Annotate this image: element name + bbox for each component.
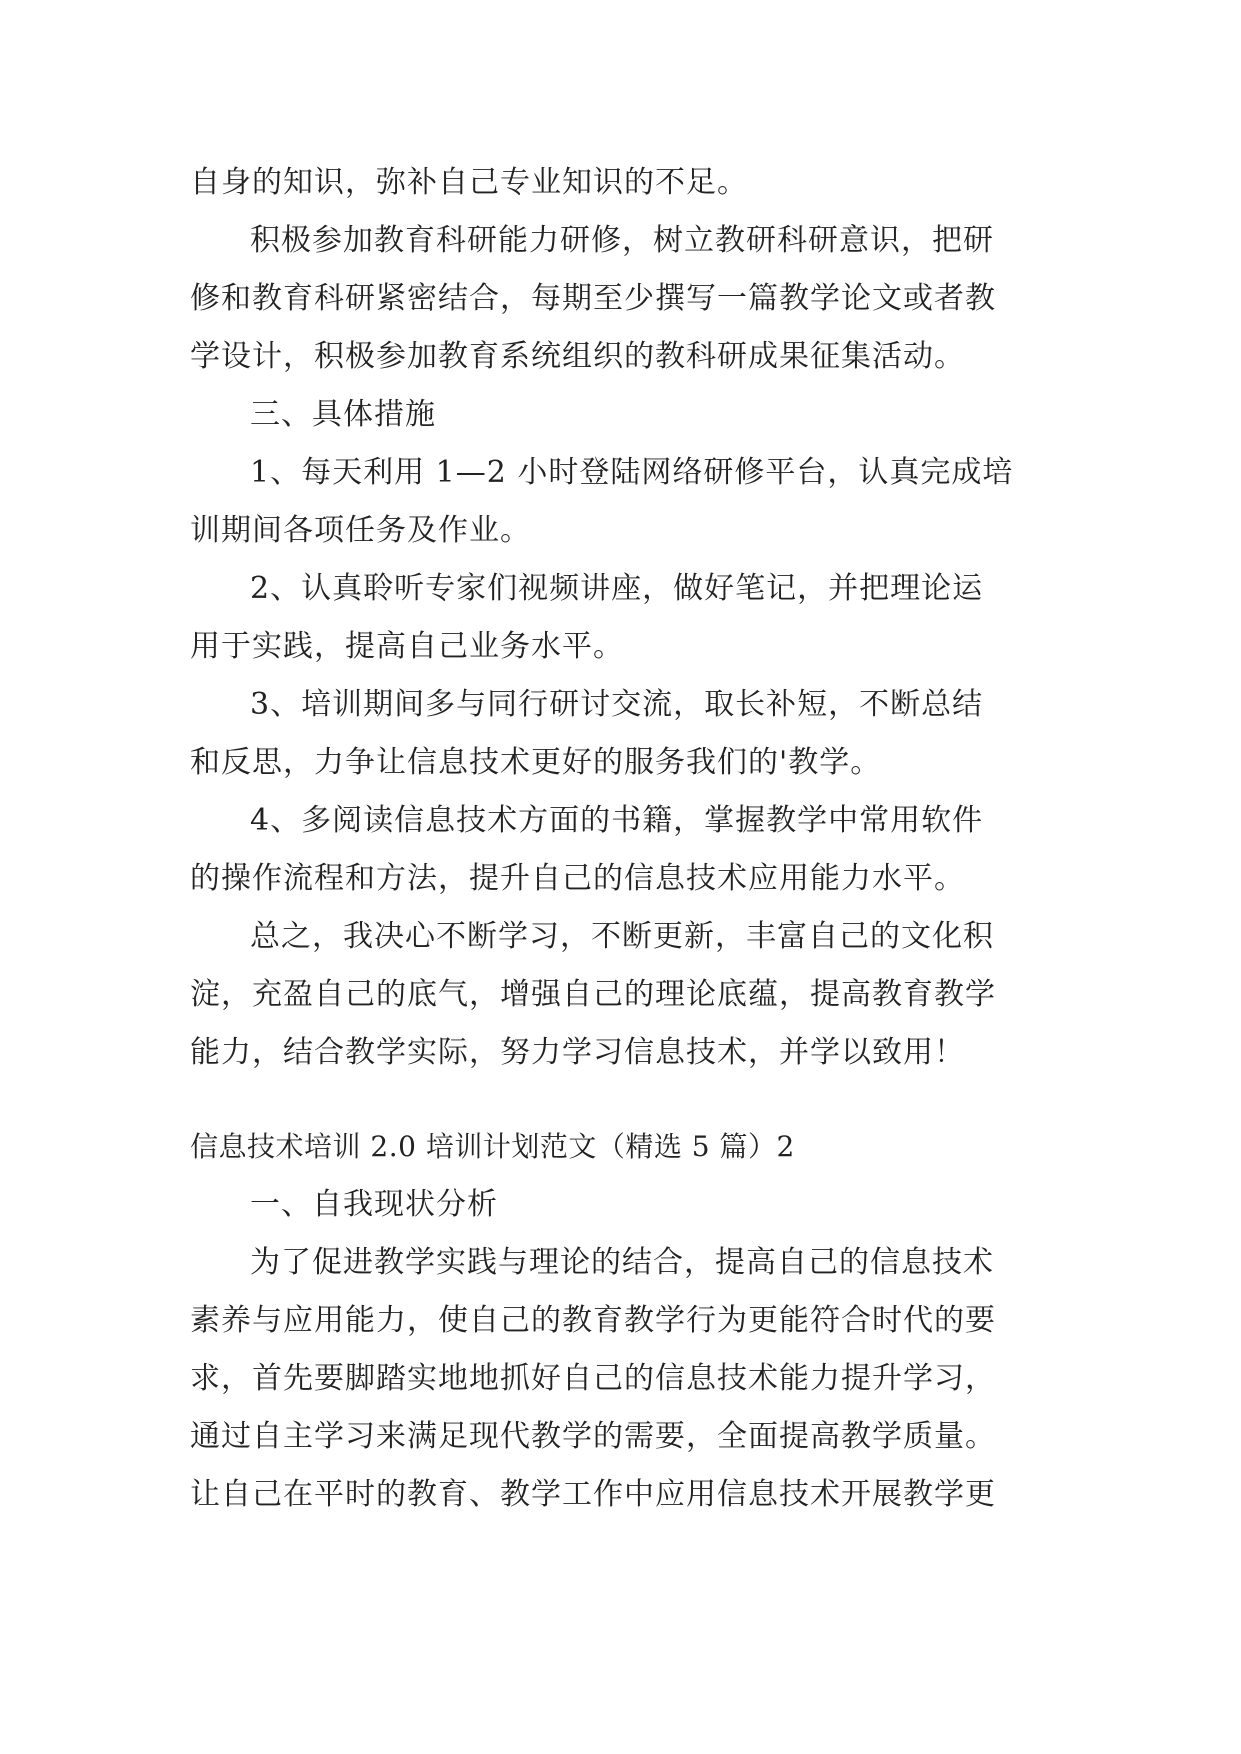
paragraph-line: 训期间各项任务及作业。 — [190, 513, 531, 548]
section-heading: 一、自我现状分析 — [250, 1187, 498, 1222]
paragraph-line: 1、每天利用 1—2 小时登陆网络研修平台，认真完成培 — [250, 455, 1014, 490]
paragraph-line: 自身的知识，弥补自己专业知识的不足。 — [190, 165, 748, 200]
paragraph-line: 通过自主学习来满足现代教学的需要，全面提高教学质量。 — [190, 1419, 996, 1454]
paragraph-line: 淀，充盈自己的底气，增强自己的理论底蕴，提高教育教学 — [190, 977, 996, 1012]
paragraph-line: 4、多阅读信息技术方面的书籍，掌握教学中常用软件 — [250, 803, 984, 838]
paragraph-line: 修和教育科研紧密结合，每期至少撰写一篇教学论文或者教 — [190, 281, 996, 316]
paragraph-line: 用于实践，提高自己业务水平。 — [190, 629, 624, 664]
paragraph-line: 和反思，力争让信息技术更好的服务我们的'教学。 — [190, 745, 882, 780]
paragraph-line: 让自己在平时的教育、教学工作中应用信息技术开展教学更 — [190, 1477, 996, 1512]
paragraph-line: 为了促进教学实践与理论的结合，提高自己的信息技术 — [250, 1245, 994, 1280]
paragraph-line: 求，首先要脚踏实地地抓好自己的信息技术能力提升学习， — [190, 1361, 996, 1396]
document-title: 信息技术培训 2.0 培训计划范文（精选 5 篇）2 — [190, 1130, 795, 1163]
paragraph-line: 3、培训期间多与同行研讨交流，取长补短，不断总结 — [250, 687, 984, 722]
section-heading: 三、具体措施 — [250, 397, 436, 432]
paragraph-line: 素养与应用能力，使自己的教育教学行为更能符合时代的要 — [190, 1303, 996, 1338]
paragraph-line: 积极参加教育科研能力研修，树立教研科研意识，把研 — [250, 223, 994, 258]
paragraph-line: 学设计，积极参加教育系统组织的教科研成果征集活动。 — [190, 339, 965, 374]
paragraph-line: 总之，我决心不断学习，不断更新，丰富自己的文化积 — [250, 919, 994, 954]
paragraph-line: 的操作流程和方法，提升自己的信息技术应用能力水平。 — [190, 861, 965, 896]
paragraph-line: 能力，结合教学实际，努力学习信息技术，并学以致用！ — [190, 1035, 965, 1070]
paragraph-line: 2、认真聆听专家们视频讲座，做好笔记，并把理论运 — [250, 571, 984, 606]
